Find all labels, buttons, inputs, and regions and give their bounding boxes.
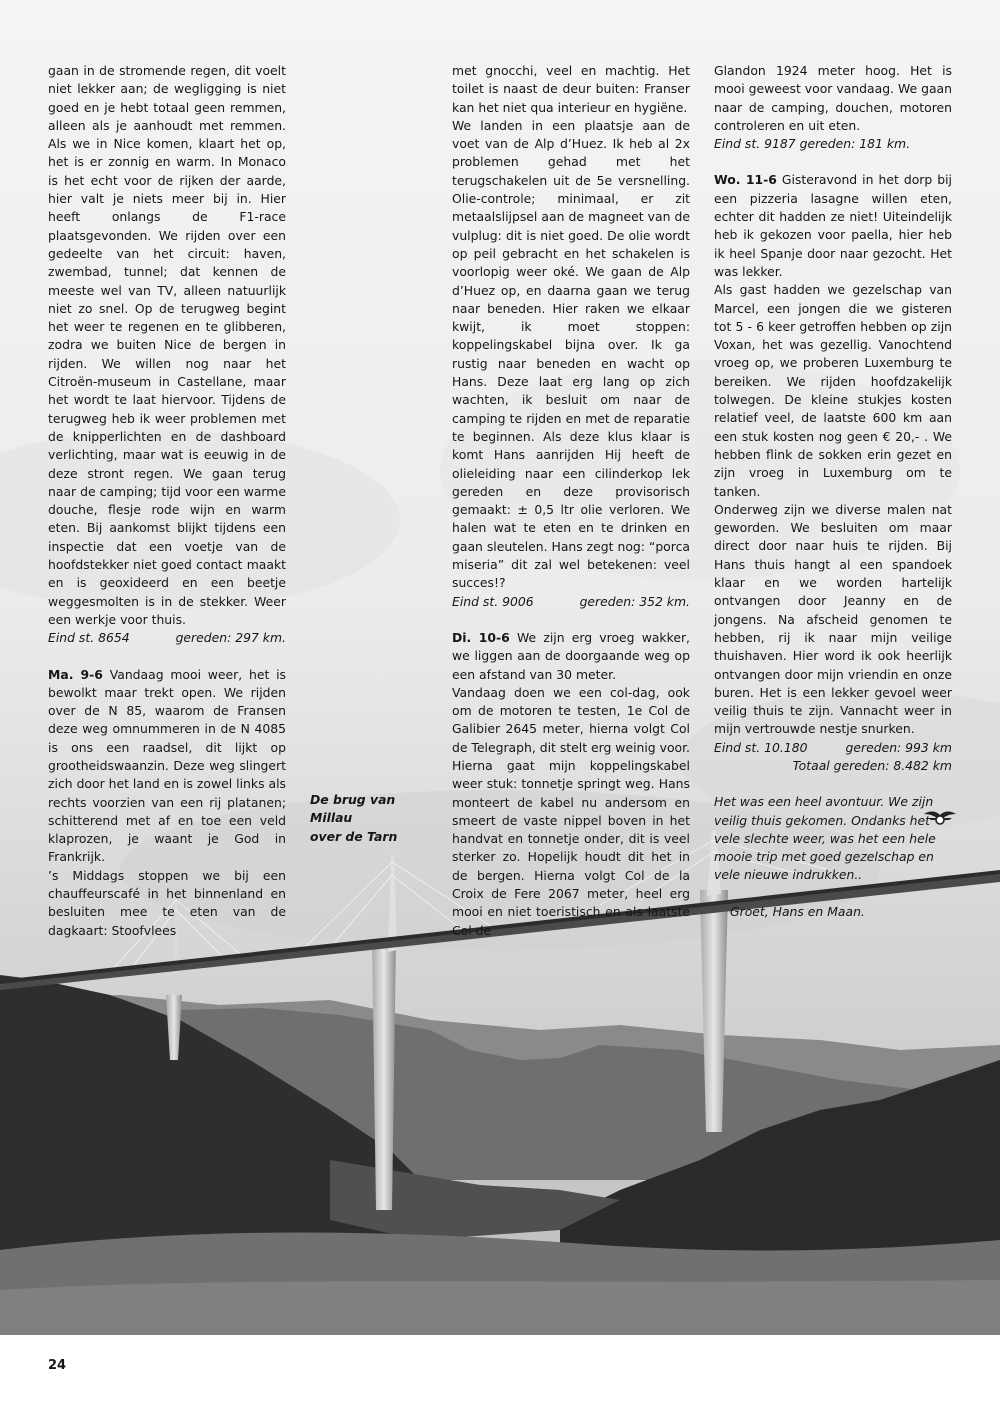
winged-logo-icon	[922, 806, 958, 826]
stage-summary	[48, 629, 286, 647]
article-paragraph: We zijn erg vroeg wakker, we liggen aan de doorgaande weg op een afstand van 30 meter.	[452, 629, 690, 682]
caption-line: over de Tarn	[310, 828, 398, 844]
stage-summary	[714, 135, 952, 153]
stage-summary	[452, 593, 690, 611]
day-label: Di. 10-6	[452, 629, 510, 645]
article-paragraph: Vandaag mooi weer, het is bewolkt maar trekt open. We rijden over de N 85, waarom de Fransen deze weg omnummeren in de N 4085 is ons een raadsel, dit lijkt op grootheidswaanzin. Deze weg slingert zich door het land en is zowel links als rechts voorzien van een rij platanen; schitterend met af en toe een veld klaprozen, je waant je God in Frankrijk.	[48, 666, 286, 865]
total-distance	[714, 757, 952, 775]
stage-distance: gereden: 297 km.	[175, 630, 286, 646]
article-paragraph: Gisteravond in het dorp bij een pizzeria lasagne willen eten, echter dit hadden ze niet! Uiteindelijk heb ik gekozen voor paella, hier heb ik heel Spanje door naar gezocht. Het was lekker.	[714, 172, 952, 279]
day-label: Ma. 9-6	[48, 666, 103, 682]
article-paragraph: ’s Middags stoppen we bij een chauffeurscafé in het binnenland en besluiten mee te eten van de dagkaart: Stoofvlees	[48, 867, 286, 938]
closing-paragraph: Het was een heel avontuur. We zijn veilig thuis gekomen. Ondanks het vele slechte weer, was het een hele mooie trip met goed gezelschap en vele nieuwe indrukken..	[714, 794, 936, 883]
article-paragraph: Onderweg zijn we diverse malen nat geworden. We besluiten om maar direct door naar huis te rijden. Bij Hans thuis hangt al een spandoek klaar en we worden hartelijk ontvangen door Jeanny en de jongens. Na afscheid genomen te hebben, rij ik naar mijn veilige thuishaven. Hier word ik ook heerlijk ontvangen door mijn vriendin en onze buren. Het is een lekker gevoel weer veilig thuis te zijn. Vannacht weer in mijn vertrouwde nestje snurken.	[714, 501, 952, 737]
caption-line: De brug van Millau	[310, 792, 396, 826]
day-entry	[714, 171, 952, 281]
stage-distance: gereden: 993 km	[845, 739, 952, 755]
page-number: 24	[48, 1358, 67, 1373]
day-entry	[452, 629, 690, 684]
text-column-2	[452, 62, 690, 940]
stage-odometer: Eind st. 8654	[48, 630, 130, 646]
article-paragraph: We landen in een plaatsje aan de voet van de Alp d’Huez. Ik heb al 2x problemen gehad met het terugschakelen uit de 5e versnelling. Olie-controle; minimaal, er zit metaalslijpsel aan de magneet van de vulplug: dit is niet goed. De olie wordt op peil gebracht en het schakelen is voorlopig weer oké. We gaan de Alp d’Huez op, en daarna gaan we terug naar beneden. Hier raken we elkaar kwijt, ik moet stoppen: koppelingskabel bijna over. Ik ga rustig naar beneden en wacht op Hans. Deze laat erg lang op zich wachten, ik besluit om naar de camping te rijden en met de reparatie te beginnen. Als deze klus klaar is komt Hans aanrijden Hij heeft de olieleiding naar een cilinderkop lek gereden en deze provisorisch gemaakt: ± 0,5 ltr olie verloren. We halen wat te eten en te drinken en gaan sleutelen. Hans zegt nog: “porca miseria” dit zal wel betekenen: veel succes!?	[452, 117, 690, 591]
stage-summary	[714, 739, 952, 757]
photo-caption	[310, 791, 430, 846]
signature: Groet, Hans en Maan.	[730, 903, 865, 919]
stage-odometer: Eind st. 10.180	[714, 739, 808, 755]
stage-odometer: Eind st. 9006	[452, 593, 534, 609]
stage-summary-text: Eind st. 9187 gereden: 181 km.	[714, 136, 911, 152]
text-column-1	[48, 62, 286, 940]
day-entry	[48, 666, 286, 867]
article-paragraph: Als gast hadden we gezelschap van Marcel, een jongen die we gisteren tot 5 - 6 keer getroffen hebben op zijn Voxan, het was gezellig. Vanochtend vroeg op, we proberen Luxemburg te bereiken. We rijden hoofdzakelijk tolwegen. De kleine stukjes kosten relatief veel, de laatste 600 km aan een stuk kosten nog geen € 20,- . We hebben flink de sokken erin gezet en zijn vroeg in Luxemburg om te tanken.	[714, 282, 952, 499]
article-paragraph: Vandaag doen we een col-dag, ook om de motoren te testen, 1e Col de Galibier 2645 meter, hierna volgt Col de Telegraph, dit stelt erg weinig voor. Hierna gaat mijn koppelingskabel weer stuk: tonnetje springt weg. Hans monteert de kabel nu andersom en smeert de vaste nippel boven in het handvat en tonnetje onder, dit is veel sterker zo. Hopelijk houdt dit het in de bergen. Hierna volgt Col de la Croix de Fere 2067 meter, heel erg mooi en niet toeristisch en als laatste Col de	[452, 684, 690, 938]
text-column-3	[714, 62, 952, 921]
day-label: Wo. 11-6	[714, 172, 777, 188]
article-paragraph: gaan in de stromende regen, dit voelt niet lekker aan; de wegligging is niet goed en je hebt totaal geen remmen, alleen als je aanhoudt met remmen. Als we in Nice komen, klaart het op, het is er zonnig en warm. In Monaco is het echt voor de rijken der aarde, hier valt je niets meer bij in. Hier heeft onlangs de F1-race plaatsgevonden. We rijden over een gedeelte van het circuit: haven, zwembad, tunnel; dat kennen de meeste wel van TV, alleen natuurlijk niet zo snel. Op de terugweg begint het weer te regenen en te glibberen, zodra we buiten Nice de bergen in rijden. We willen nog naar het Citroën-museum in Castellane, maar het wordt te laat hiervoor. Tijdens de terugweg heb ik weer problemen met de knipperlichten en de dashboard verlichting, maar wat is eeuwig in de deze stront regen. We gaan terug naar de camping; tijd voor een warme douche, flesje rode wijn en warm eten. Bij aankomst blijkt tijdens een inspectie dat een voetje van de hoofdstekker niet goed contact maakt en is geoxideerd en een beetje weggesmolten is in de stekker. Weer een werkje voor thuis.	[48, 63, 286, 627]
stage-distance: gereden: 352 km.	[579, 593, 690, 609]
article-paragraph: met gnocchi, veel en machtig. Het toilet is naast de deur buiten: Franser kan het niet qua interieur en hygiëne.	[452, 63, 690, 115]
total-distance-text: Totaal gereden: 8.482 km	[792, 757, 952, 773]
article-paragraph: Glandon 1924 meter hoog. Het is mooi geweest voor vandaag. We gaan naar de camping, douchen, motoren controleren en uit eten.	[714, 63, 952, 133]
